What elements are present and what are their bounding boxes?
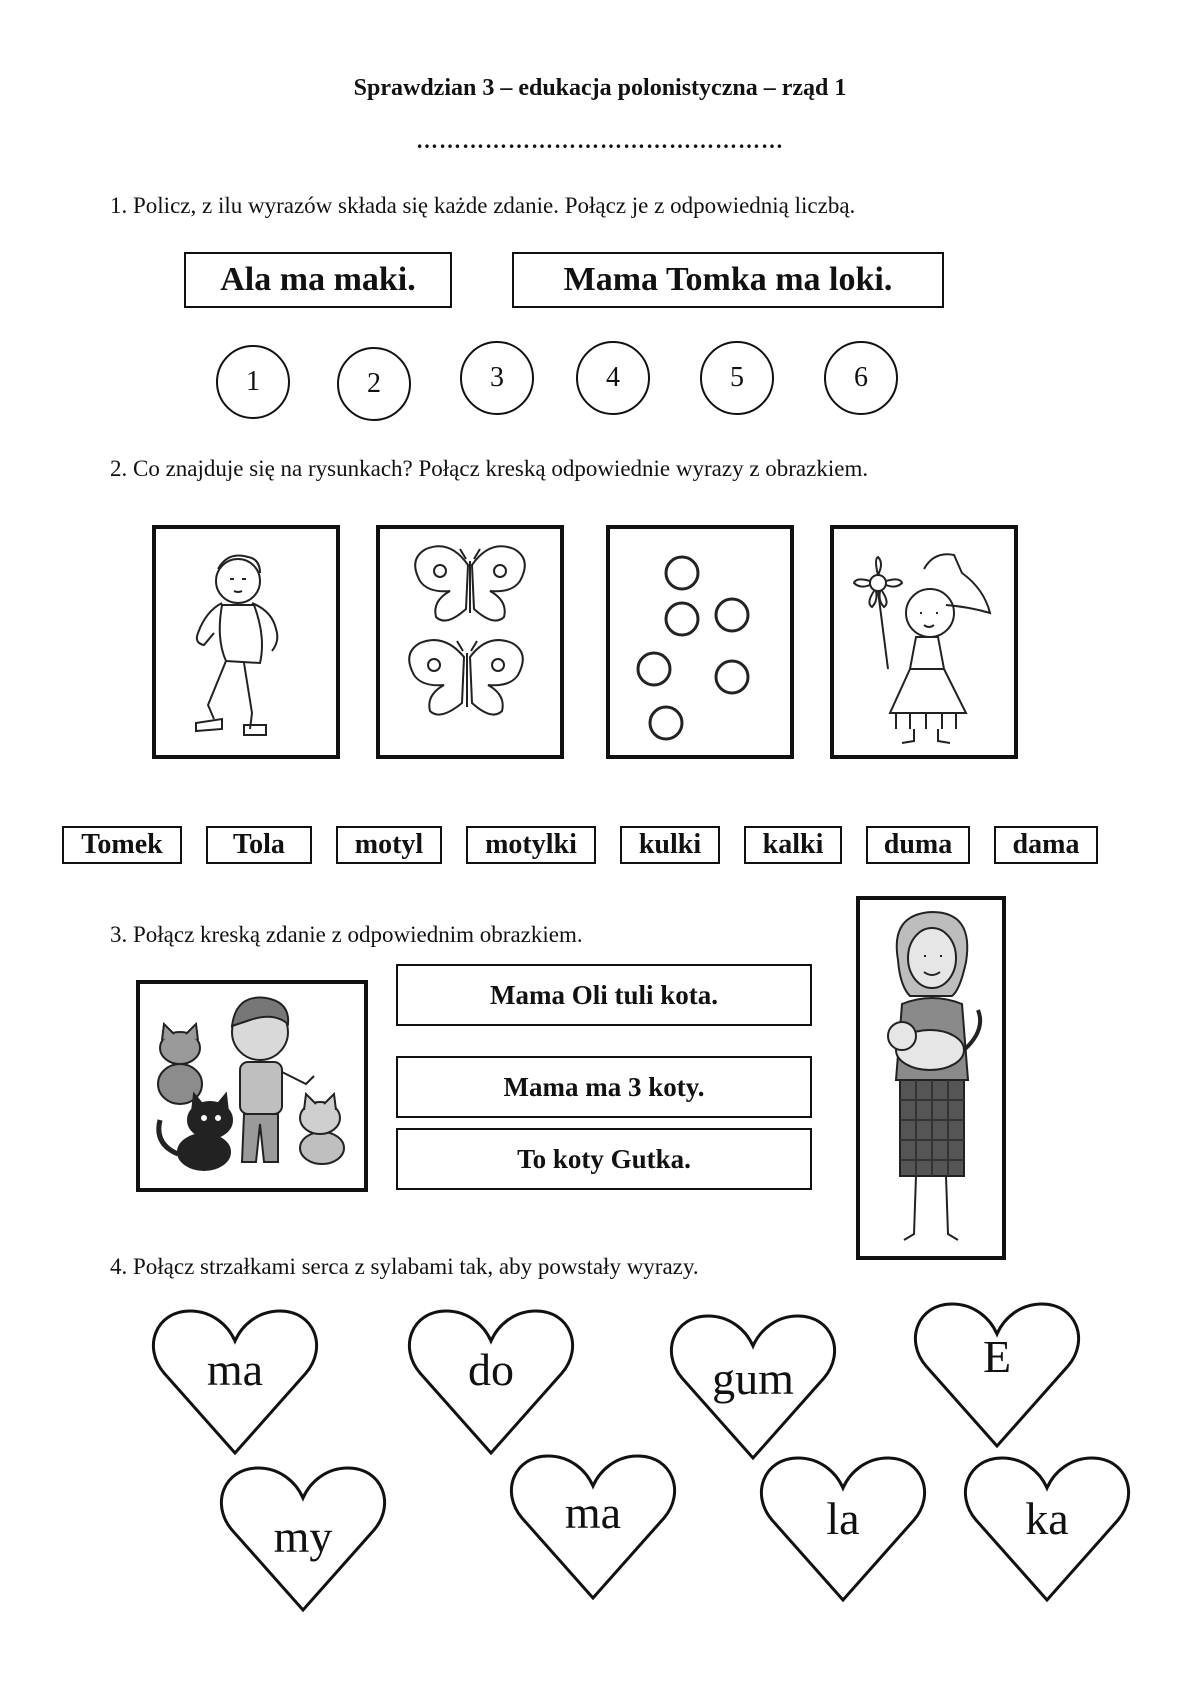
- heart-syllable: ka: [1025, 1493, 1069, 1544]
- girl-picture[interactable]: [830, 525, 1018, 759]
- boy-drawing: [156, 529, 336, 755]
- heart-syllable: gum: [712, 1353, 794, 1404]
- heart-ma-top[interactable]: [150, 1303, 320, 1463]
- question-4-text: 4. Połącz strzałkami serca z sylabami tak, aby powstały wyrazy.: [110, 1254, 699, 1279]
- heart-ma-bottom[interactable]: [508, 1448, 678, 1608]
- girl-drawing: [834, 529, 1014, 755]
- number-circle-1[interactable]: 1: [216, 345, 290, 419]
- question-2-text: 2. Co znajduje się na rysunkach? Połącz kreską odpowiednie wyrazy z obrazkiem.: [110, 456, 869, 481]
- sentence-box-mama-oli[interactable]: Mama Oli tuli kota.: [396, 964, 812, 1026]
- word-card-duma[interactable]: duma: [866, 826, 970, 864]
- number-circle-6[interactable]: 6: [824, 341, 898, 415]
- boy-with-cats-drawing: [140, 984, 364, 1188]
- boy-picture[interactable]: [152, 525, 340, 759]
- butterflies-drawing: [380, 529, 560, 755]
- number-circle-4[interactable]: 4: [576, 341, 650, 415]
- balls-picture[interactable]: [606, 525, 794, 759]
- sentence-box-koty-gutka[interactable]: To koty Gutka.: [396, 1128, 812, 1190]
- heart-la[interactable]: [758, 1450, 928, 1610]
- heart-e[interactable]: [912, 1296, 1082, 1456]
- word-card-dama[interactable]: dama: [994, 826, 1098, 864]
- butterflies-picture[interactable]: [376, 525, 564, 759]
- heart-ka[interactable]: [962, 1450, 1132, 1610]
- word-card-motylki[interactable]: motylki: [466, 826, 596, 864]
- heart-syllable: E: [982, 1331, 1012, 1382]
- number-circle-5[interactable]: 5: [700, 341, 774, 415]
- woman-with-cat-drawing: [860, 900, 1002, 1256]
- name-line: …………………………………………: [416, 128, 784, 153]
- sentence-box-1[interactable]: Ala ma maki.: [184, 252, 452, 308]
- word-card-tola[interactable]: Tola: [206, 826, 312, 864]
- heart-my[interactable]: [218, 1460, 388, 1620]
- number-circle-3[interactable]: 3: [460, 341, 534, 415]
- heart-gum[interactable]: [668, 1308, 838, 1468]
- word-card-kulki[interactable]: kulki: [620, 826, 720, 864]
- heart-syllable: la: [826, 1493, 860, 1544]
- balls-drawing: [610, 529, 790, 755]
- word-card-motyl[interactable]: motyl: [336, 826, 442, 864]
- number-circle-2[interactable]: 2: [337, 347, 411, 421]
- word-card-tomek[interactable]: Tomek: [62, 826, 182, 864]
- heart-syllable: ma: [206, 1344, 264, 1395]
- heart-syllable: ma: [564, 1487, 622, 1538]
- heart-syllable: do: [468, 1344, 514, 1395]
- sentence-box-mama-ma-3-koty[interactable]: Mama ma 3 koty.: [396, 1056, 812, 1118]
- word-card-kalki[interactable]: kalki: [744, 826, 842, 864]
- heart-syllable: my: [273, 1511, 333, 1562]
- woman-with-cat-picture[interactable]: [856, 896, 1006, 1260]
- sentence-box-2[interactable]: Mama Tomka ma loki.: [512, 252, 944, 308]
- heart-do[interactable]: [406, 1303, 576, 1463]
- page-title: Sprawdzian 3 – edukacja polonistyczna – rząd 1: [353, 75, 847, 101]
- boy-with-cats-picture[interactable]: [136, 980, 368, 1192]
- question-3-text: 3. Połącz kreską zdanie z odpowiednim obrazkiem.: [110, 922, 583, 947]
- question-1-text: 1. Policz, z ilu wyrazów składa się każde zdanie. Połącz je z odpowiednią liczbą.: [110, 193, 856, 218]
